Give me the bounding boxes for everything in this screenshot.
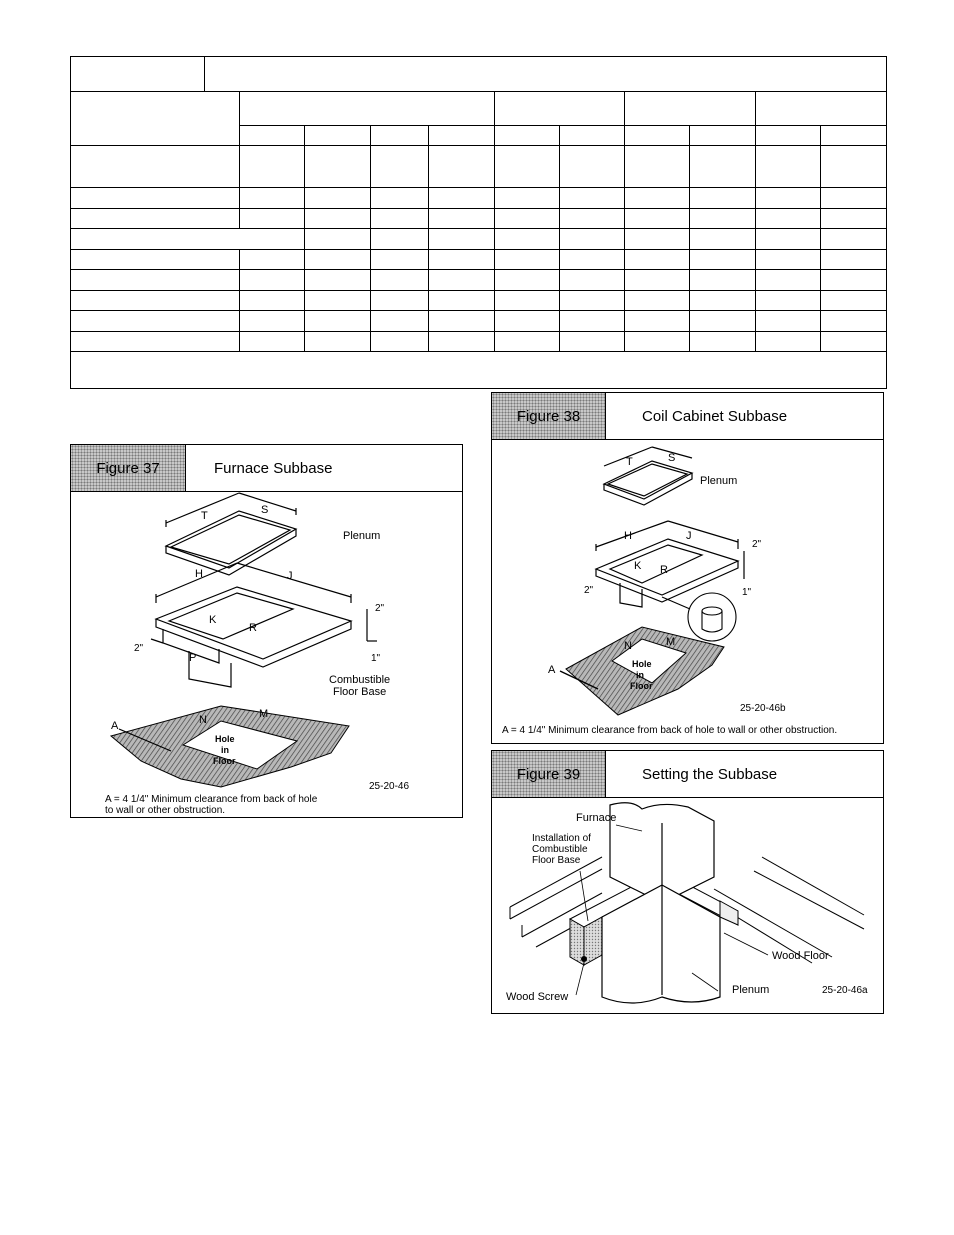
table-rule xyxy=(624,91,625,351)
dim-1in-label: 1" xyxy=(742,587,752,598)
table-rule xyxy=(559,125,560,351)
plenum-label: Plenum xyxy=(732,984,770,996)
dim-t-label: T xyxy=(201,510,208,522)
dim-s-label: S xyxy=(668,452,676,464)
dim-p-label: P xyxy=(189,652,197,664)
wood-floor-label: Wood Floor xyxy=(772,950,829,962)
table-rule xyxy=(304,125,305,351)
figure-code: 25-20-46 xyxy=(369,781,410,792)
table-rule xyxy=(494,91,495,351)
figure-number: Figure 37 xyxy=(71,445,186,491)
dim-k-label: K xyxy=(634,560,642,572)
figure-code: 25-20-46a xyxy=(822,985,868,996)
table-rule xyxy=(755,91,756,351)
figure-38 xyxy=(491,392,884,744)
figure-title: Coil Cabinet Subbase xyxy=(642,407,788,425)
combustible-base-label-2: Floor Base xyxy=(333,686,387,698)
furnace-label: Furnace xyxy=(576,812,617,824)
table-rule xyxy=(71,208,886,209)
plenum-label: Plenum xyxy=(343,530,381,542)
dim-h-label: H xyxy=(195,568,203,580)
figure-caption-line-1: A = 4 1/4" Minimum clearance from back of hole xyxy=(105,794,318,805)
hole-label-2: in xyxy=(636,670,644,680)
table-rule xyxy=(370,125,371,351)
dim-j-label: J xyxy=(287,570,293,582)
table-rule xyxy=(428,125,429,351)
detail-inset xyxy=(662,593,736,641)
wood-screw-icon xyxy=(581,956,587,962)
dim-2in-right-label: 2" xyxy=(752,539,762,550)
figure-header xyxy=(492,393,883,440)
plenum-tray xyxy=(166,493,296,575)
figure-code: 25-20-46b xyxy=(740,703,786,714)
dim-n-label: N xyxy=(624,640,632,652)
table-rule xyxy=(71,269,886,270)
subbase-frame xyxy=(596,521,744,607)
setting-subbase-diagram xyxy=(492,797,883,1013)
table-rule xyxy=(689,125,690,351)
dim-a-label: A xyxy=(548,664,556,676)
hole-label-2: in xyxy=(221,745,229,755)
combustible-base-label-1: Combustible xyxy=(329,674,391,686)
furnace-subbase-diagram xyxy=(71,491,462,817)
figure-caption-line-2: to wall or other obstruction. xyxy=(105,805,226,816)
dim-n-label: N xyxy=(199,714,207,726)
table-rule xyxy=(71,228,886,229)
plenum-label: Plenum xyxy=(700,475,738,487)
table-rule xyxy=(71,331,886,332)
dim-r-label: R xyxy=(660,564,668,576)
dimension-table xyxy=(70,56,887,389)
table-rule xyxy=(239,249,240,351)
dim-2in-left-label: 2" xyxy=(584,585,594,596)
dim-2in-right-label: 2" xyxy=(375,603,385,614)
figure-39 xyxy=(491,750,884,1014)
figure-title: Furnace Subbase xyxy=(214,459,333,477)
table-rule xyxy=(71,290,886,291)
dim-a-label: A xyxy=(111,720,119,732)
figure-37 xyxy=(70,444,463,818)
dim-h-label: H xyxy=(624,530,632,542)
hole-label-1: Hole xyxy=(632,659,652,669)
dim-s-label: S xyxy=(261,504,269,516)
floor-hole xyxy=(566,627,724,715)
hole-label-3: Floor xyxy=(630,681,653,691)
installation-label-2: Combustible xyxy=(532,844,588,855)
dim-j-label: J xyxy=(686,530,692,542)
figure-number: Figure 39 xyxy=(492,751,606,797)
installation-label-1: Installation of xyxy=(532,833,591,844)
dim-m-label: M xyxy=(259,708,269,720)
table-rule xyxy=(71,187,886,188)
dim-k-label: K xyxy=(209,614,217,626)
table-rule xyxy=(71,310,886,311)
figure-header xyxy=(492,751,883,798)
figure-number: Figure 38 xyxy=(492,393,606,439)
dim-t-label: T xyxy=(626,456,633,468)
installation-label-3: Floor Base xyxy=(532,855,581,866)
table-rule xyxy=(71,145,886,146)
coil-cabinet-subbase-diagram xyxy=(492,439,883,743)
table-rule xyxy=(71,91,886,92)
dim-r-label: R xyxy=(249,622,257,634)
floor-hole xyxy=(111,706,349,787)
table-rule xyxy=(204,57,205,91)
figure-title: Setting the Subbase xyxy=(642,765,778,783)
figure-header xyxy=(71,445,462,492)
table-rule xyxy=(239,91,240,228)
table-rule xyxy=(71,351,886,352)
table-rule xyxy=(239,125,886,126)
subbase-frame xyxy=(151,563,377,687)
dim-m-label: M xyxy=(666,636,676,648)
hole-label-1: Hole xyxy=(215,734,235,744)
plenum-tray xyxy=(604,447,692,505)
hole-label-3: Floor xyxy=(213,756,236,766)
wood-screw-label: Wood Screw xyxy=(506,991,569,1003)
dim-1in-label: 1" xyxy=(371,653,381,664)
table-rule xyxy=(820,125,821,351)
table-rule xyxy=(71,249,886,250)
figure-caption: A = 4 1/4" Minimum clearance from back of hole to wall or other obstruction. xyxy=(502,725,838,736)
dim-2in-left-label: 2" xyxy=(134,643,144,654)
